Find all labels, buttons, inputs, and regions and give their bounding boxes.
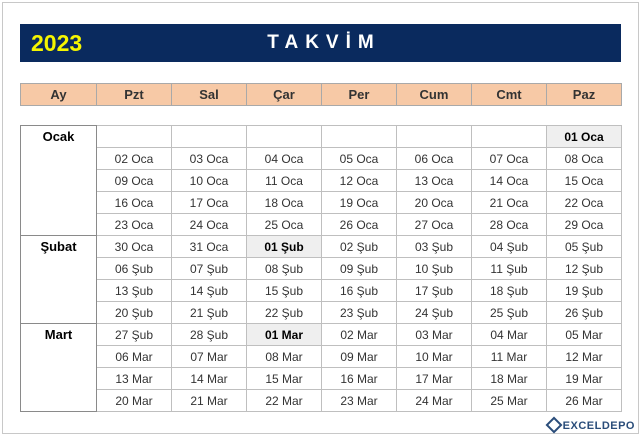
day-cell[interactable] [172,126,247,148]
day-cell[interactable]: 15 Oca [547,170,622,192]
day-cell[interactable]: 07 Oca [472,148,547,170]
week-row [21,126,622,148]
day-cell[interactable]: 22 Oca [547,192,622,214]
day-cell[interactable]: 24 Oca [172,214,247,236]
day-cell[interactable]: 23 Mar [322,390,397,412]
day-cell[interactable]: 22 Mar [247,390,322,412]
year-label: 2023 [31,30,83,56]
day-cell[interactable]: 16 Oca [97,192,172,214]
day-cell[interactable]: 23 Şub [322,302,397,324]
week-row [21,346,622,368]
day-cell[interactable]: 21 Şub [172,302,247,324]
day-cell[interactable]: 25 Şub [472,302,547,324]
day-cell[interactable]: 12 Mar [547,346,622,368]
day-cell[interactable]: 12 Şub [547,258,622,280]
day-cell[interactable]: 01 Şub [247,236,322,258]
title-bar [20,24,621,62]
day-cell[interactable]: 11 Oca [247,170,322,192]
day-cell[interactable]: 01 Mar [247,324,322,346]
week-row [21,302,622,324]
column-header: Paz [547,84,622,106]
column-header: Pzt [97,84,172,106]
day-cell[interactable]: 15 Şub [247,280,322,302]
day-cell[interactable]: 05 Oca [322,148,397,170]
day-cell[interactable]: 10 Şub [397,258,472,280]
day-cell[interactable]: 31 Oca [172,236,247,258]
calendar-grid [20,125,622,412]
column-header: Cum [397,84,472,106]
week-row [21,280,622,302]
day-cell[interactable]: 16 Mar [322,368,397,390]
day-cell[interactable]: 02 Mar [322,324,397,346]
day-cell[interactable]: 17 Oca [172,192,247,214]
day-cell[interactable]: 08 Şub [247,258,322,280]
day-cell[interactable]: 26 Mar [547,390,622,412]
day-cell[interactable]: 14 Şub [172,280,247,302]
column-header: Çar [247,84,322,106]
day-cell[interactable] [472,126,547,148]
watermark-text: EXCELDEPO [562,420,635,432]
day-cell[interactable] [397,126,472,148]
day-cell[interactable]: 04 Oca [247,148,322,170]
day-cell[interactable]: 25 Oca [247,214,322,236]
day-cell[interactable]: 01 Oca [547,126,622,148]
day-cell[interactable]: 08 Oca [547,148,622,170]
day-cell[interactable]: 04 Mar [472,324,547,346]
day-cell[interactable]: 07 Şub [172,258,247,280]
day-cell[interactable]: 28 Oca [472,214,547,236]
day-cell[interactable]: 21 Oca [472,192,547,214]
week-row [21,368,622,390]
day-cell[interactable] [322,126,397,148]
day-cell[interactable]: 17 Şub [397,280,472,302]
day-cell[interactable]: 21 Mar [172,390,247,412]
week-row [21,258,622,280]
day-cell[interactable]: 13 Şub [97,280,172,302]
day-cell[interactable]: 08 Mar [247,346,322,368]
day-cell[interactable]: 04 Şub [472,236,547,258]
day-cell[interactable]: 24 Mar [397,390,472,412]
exceldepo-logo-icon [545,417,562,434]
day-cell[interactable]: 07 Mar [172,346,247,368]
weekday-header [20,83,622,106]
column-header: Cmt [472,84,547,106]
day-cell[interactable]: 09 Şub [322,258,397,280]
day-cell[interactable]: 20 Şub [97,302,172,324]
day-cell[interactable]: 24 Şub [397,302,472,324]
day-cell[interactable]: 26 Oca [322,214,397,236]
day-cell[interactable]: 16 Şub [322,280,397,302]
day-cell[interactable]: 28 Şub [172,324,247,346]
day-cell[interactable]: 09 Mar [322,346,397,368]
day-cell[interactable]: 11 Mar [472,346,547,368]
column-header: Sal [172,84,247,106]
week-row [21,324,622,346]
day-cell[interactable]: 14 Oca [472,170,547,192]
watermark [548,419,635,432]
week-row [21,192,622,214]
day-cell[interactable]: 30 Oca [97,236,172,258]
day-cell[interactable]: 15 Mar [247,368,322,390]
calendar-title: TAKVİM [267,32,381,53]
day-cell[interactable]: 19 Şub [547,280,622,302]
month-label: Şubat [21,236,97,324]
day-cell[interactable]: 27 Oca [397,214,472,236]
day-cell[interactable]: 19 Oca [322,192,397,214]
day-cell[interactable]: 10 Mar [397,346,472,368]
day-cell[interactable]: 13 Mar [97,368,172,390]
day-cell[interactable]: 26 Şub [547,302,622,324]
day-cell[interactable]: 18 Şub [472,280,547,302]
week-row [21,148,622,170]
day-cell[interactable]: 03 Mar [397,324,472,346]
day-cell[interactable]: 27 Şub [97,324,172,346]
day-cell[interactable]: 05 Mar [547,324,622,346]
day-cell[interactable]: 03 Şub [397,236,472,258]
day-cell[interactable]: 20 Oca [397,192,472,214]
week-row [21,236,622,258]
day-cell[interactable]: 18 Oca [247,192,322,214]
day-cell[interactable] [97,126,172,148]
day-cell[interactable]: 10 Oca [172,170,247,192]
day-cell[interactable]: 14 Mar [172,368,247,390]
week-row [21,214,622,236]
day-cell[interactable]: 13 Oca [397,170,472,192]
day-cell[interactable] [247,126,322,148]
day-cell[interactable]: 02 Şub [322,236,397,258]
day-cell[interactable]: 19 Mar [547,368,622,390]
day-cell[interactable]: 03 Oca [172,148,247,170]
day-cell[interactable]: 05 Şub [547,236,622,258]
day-cell[interactable]: 22 Şub [247,302,322,324]
day-cell[interactable]: 12 Oca [322,170,397,192]
day-cell[interactable]: 09 Oca [97,170,172,192]
day-cell[interactable]: 17 Mar [397,368,472,390]
day-cell[interactable]: 29 Oca [547,214,622,236]
column-header: Per [322,84,397,106]
day-cell[interactable]: 23 Oca [97,214,172,236]
day-cell[interactable]: 25 Mar [472,390,547,412]
day-cell[interactable]: 06 Şub [97,258,172,280]
day-cell[interactable]: 11 Şub [472,258,547,280]
week-row [21,390,622,412]
month-label: Ocak [21,126,97,236]
day-cell[interactable]: 06 Oca [397,148,472,170]
day-cell[interactable]: 06 Mar [97,346,172,368]
day-cell[interactable]: 20 Mar [97,390,172,412]
week-row [21,170,622,192]
column-header: Ay [21,84,97,106]
day-cell[interactable]: 02 Oca [97,148,172,170]
day-cell[interactable]: 18 Mar [472,368,547,390]
month-label: Mart [21,324,97,412]
